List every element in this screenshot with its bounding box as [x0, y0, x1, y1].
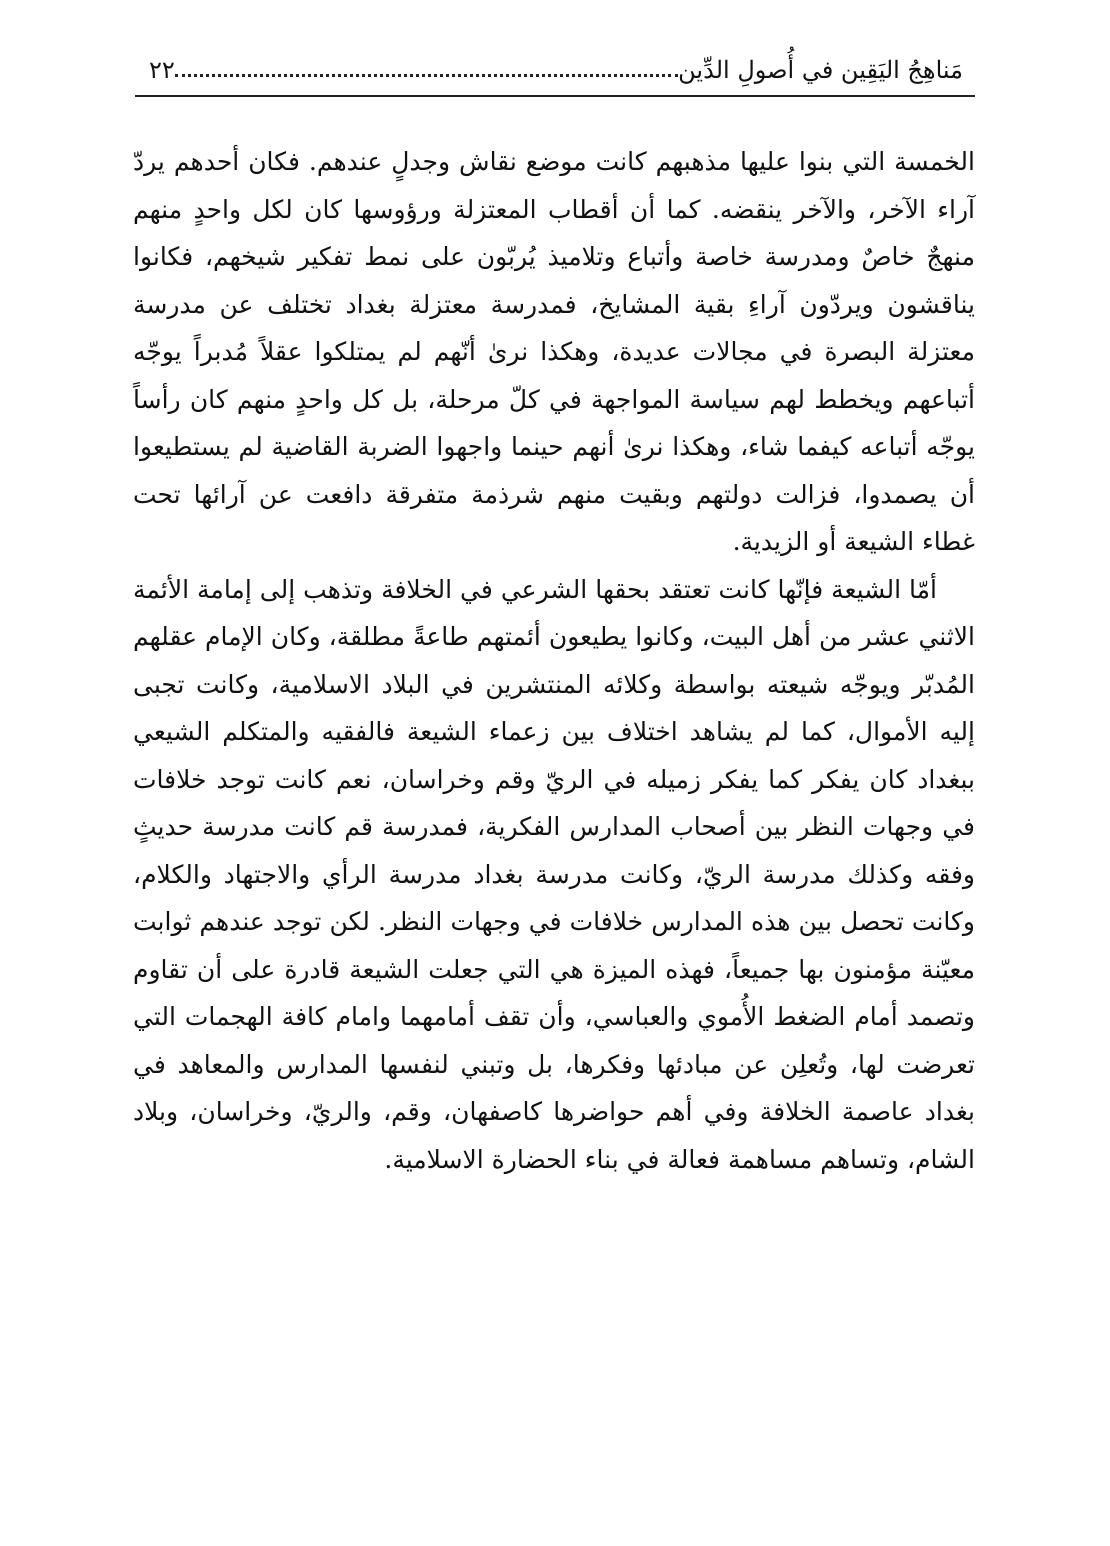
paragraph-2: أمّا الشيعة فإنّها كانت تعتقد بحقها الشرعي في الخلافة وتذهب إلى إمامة الأئمة الاثني عشر من أهل البيت، وكانوا يطيعون أئمتهم طاعةً مطلقة، وكان الإمام عقلهم المُدبّر ويوجّه شيعته بواسطة وكلائه المنتشرين في البلاد الاسلامية، وكانت تجبى إليه الأموال، كما لم يشاهد اختلاف بين زعماء الشيعة فالفقيه والمتكلم الشيعي ببغداد كان يفكر كما يفكر زميله في الريّ وقم وخراسان، نعم كانت توجد خلافات في وجهات النظر بين أصحاب المدارس الفكرية، فمدرسة قم كانت مدرسة حديثٍ وفقه وكذلك مدرسة الريّ، وكانت مدرسة بغداد مدرسة الرأي والاجتهاد والكلام، وكانت تحصل بين هذه المدارس خلافات في وجهات النظر. لكن توجد عندهم ثوابت معيّنة مؤمنون بها جميعاً، فهذه الميزة هي التي جعلت الشيعة قادرة على أن تقاوم وتصمد أمام الضغط الأُموي والعباسي، وأن تقف أمامهما وامام كافة الهجمات التي تعرضت لها، وتُعلِن عن مبادئها وفكرها، بل وتبني لنفسها المدارس والمعاهد في بغداد عاصمة الخلافة وفي أهم حواضرها كاصفهان، وقم، والريّ، وخراسان، وبلاد الشام، وتساهم مساهمة فعالة في بناء الحضارة الاسلامية.	[133, 574, 975, 1174]
header-rule	[135, 95, 975, 97]
page-body	[133, 138, 975, 1183]
page-number: ٢٢	[149, 56, 175, 84]
book-title: مَناهِجُ اليَقِين في أُصولِ الدِّين	[678, 56, 963, 84]
dotted-leader	[175, 74, 678, 77]
paragraph-1: الخمسة التي بنوا عليها مذهبهم كانت موضع نقاش وجدلٍ عندهم. فكان أحدهم يردّ آراء الآخر، والآخر ينقضه. كما أن أقطاب المعتزلة ورؤوسها كان لكل واحدٍ منهم منهجٌ خاصٌ ومدرسة خاصة وأتباع وتلاميذ يُربّون على نمط تفكير شيخهم، فكانوا يناقشون ويردّون آراءِ بقية المشايخ، فمدرسة معتزلة بغداد تختلف عن مدرسة معتزلة البصرة في مجالات عديدة، وهكذا نرىٰ أنّهم لم يمتلكوا عقلاً مُدبراً يوجّه أتباعهم ويخطط لهم سياسة المواجهة في كلّ مرحلة، بل كل واحدٍ منهم كان رأساً يوجّه أتباعه كيفما شاء، وهكذا نرىٰ أنهم حينما واجهوا الضربة القاضية لم يستطيعوا أن يصمدوا، فزالت دولتهم وبقيت منهم شرذمة متفرقة دافعت عن آرائها تحت غطاء الشيعة أو الزيدية.	[133, 147, 975, 556]
running-header	[135, 50, 975, 90]
